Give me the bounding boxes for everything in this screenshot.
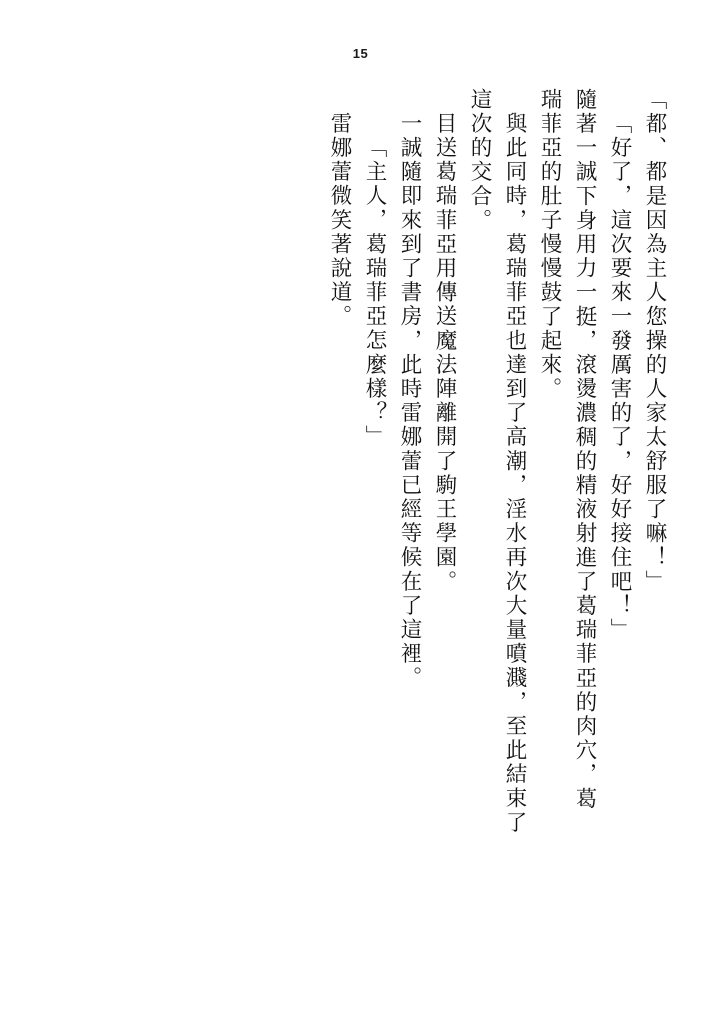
- text-line: 「好了，這次要來一發厲害的了，好好接住吧！」: [607, 112, 632, 643]
- text-line: 「主人，葛瑞菲亞怎麼樣？」: [362, 136, 387, 450]
- text-line: 這次的交合。: [467, 88, 492, 233]
- text-line: 一誠隨即來到了書房，此時雷娜蕾已經等候在了這裡。: [397, 112, 422, 691]
- vertical-text-body: [315, 88, 665, 940]
- text-line: 雷娜蕾微笑著說道。: [327, 112, 352, 329]
- text-line: 隨著一誠下身用力一挺，滾燙濃稠的精液射進了葛瑞菲亞的肉穴，葛: [572, 88, 597, 811]
- text-line: 目送葛瑞菲亞用傳送魔法陣離開了駒王學園。: [432, 112, 457, 594]
- text-line: 「都、都是因為主人您操的人家太舒服了嘛！」: [642, 88, 667, 595]
- text-line: 與此同時，葛瑞菲亞也達到了高潮，淫水再次大量噴濺，至此結束了: [502, 112, 527, 835]
- page-number: 15: [352, 46, 369, 61]
- text-line: 瑞菲亞的肚子慢慢鼓了起來。: [537, 88, 562, 402]
